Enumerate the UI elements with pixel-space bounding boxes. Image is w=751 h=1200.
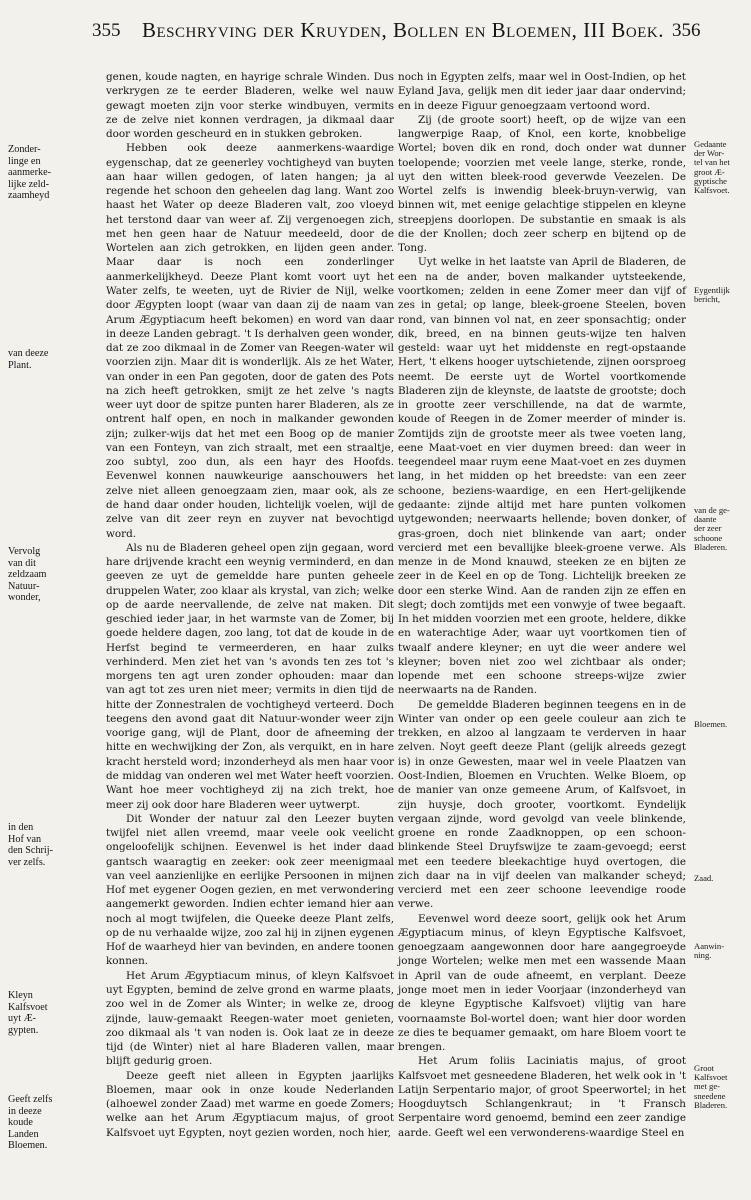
left-text-column xyxy=(106,70,394,1140)
paragraph: noch in Egypten zelfs, maar wel in Oost-Indien, op het Eyland Java, gelijk men dit ieder jaar daar ondervind; en in deeze Figuur genoegzaam vertoond word. xyxy=(398,71,686,112)
margin-note: Zaad. xyxy=(694,873,714,883)
paragraph: Als nu de Bladeren geheel open zijn gegaan, word hare drijvende kracht een weynig verminderd, en dan geeven ze uyt de gemeldde hare punten geheele druppelen Water, zoo klaar als krystal, van zich; welke op de aarde neervallende, de zelve nat maken. Dit geschied ieder jaar, in het warmste van de Zomer, bij goede heldere dagen, zoo lang, tot dat de koude in de Herfst begind te vermeerderen, en haar zulks verhinderd. Men ziet het van 's avonds ten zes tot 's morgens ten agt uren zonder ophouden: maar dan van agt tot zes uren niet meer; vermits in dien tijd de hitte der Zonnestralen de vochtigheyd verteerd. Doch teegens den avond gaat dit Natuur-wonder weer zijn voorige gang, wijl de Plant, door de afneeming der hitte en wechwijking der Zon, als verquikt, en in hare kracht hersteld word; inzonderheyd als men haar voor de middag van onderen wel met Water heeft voorzien. Want hoe meer vochtigheyd zij na zich trekt, hoe meer zij ook door hare Bladeren weer uytwerpt. xyxy=(106,541,394,811)
right-text-column xyxy=(398,70,686,1140)
paragraph: Uyt welke in het laatste van April de Bladeren, de een na de ander, boven malkander uytsteekende, voortkomen; zelden in eene Zomer meer dan vijf of zes in getal; op lange, bleek-groene Steelen, boven rond, van binnen vol nat, en zeer sponsachtig; onder dik, breed, en na binnen geuts-wijze ten halven gesteld: waar uyt het middenste en regt-opstaande Hert, 't elkens hooger uytschietende, zijnen oorsproeg neemt. De eerste uyt de Wortel voortkomende Bladeren zijn de kleynste, de laatste de grootste; doch in grootte zeer verschillende, na dat de warmte, koude of Reegen in de Zomer meerder of minder is. Zomtijds zijn de grootste meer als twee voeten lang, eene Maat-voet en vier duymen breed: dan weer in teegendeel maar ruym eene Maat-voet en zes duymen lang, in het midden op het breedste: van een zeer schoone, beziens-waardige, en een Hert-gelijkende gedaante: zijnde altijd met hare punten volkomen uytgewonden; neerwaarts hellende; boven donker, of gras-groen, doch niet blinkende van aart; onder vercierd met een bevallijke bleek-groene verwe. Als menze in de Mond knauwd, steeken ze en bijten ze zeer in de Keel en op de Tong. Lichtelijk breeken ze door een sterke Wind. Aan de randen zijn ze effen en slegt; doch zomtijds met een vonwyje of twee begaaft. In het midden voorzien met een groote, heldere, dikke en waterachtige Ader, waar uyt voortkomen tien of twaalf andere kleyner; en uyt die weer andere wel kleyner; boven niet zoo wel zichtbaar als onder; lopende met een schoone streeps-wijze zwier neerwaarts na de Randen. xyxy=(398,256,686,697)
margin-note: Gedaante der Wor- tel van het groot Æ- gyptische Kalfsvoet. xyxy=(694,139,730,196)
page-number-left: 355 xyxy=(92,20,121,41)
margin-note: Zonder- linge en aanmerke- lijke zeld- zaamheyd xyxy=(8,144,51,202)
page-header xyxy=(0,10,751,54)
margin-note: van deeze Plant. xyxy=(8,348,49,371)
paragraph: Het Arum foliis Laciniatis majus, of groot Kalfsvoet met gesneedene Bladeren, het welk ook in 't Latijn Serpentario major, of groot Speerwortel; in het Hoogduytsch Schlangenkraut; in 't Fransch Serpentaire word genoemd, bemind een zeer zandige aarde. Geeft wel een verwonderens-waardige Steel en xyxy=(398,1055,686,1139)
paragraph: Het Arum Ægyptiacum minus, of kleyn Kalfsvoet uyt Egypten, bemind de zelve grond en warme plaats, zoo wel in de Zomer als Winter; in welke ze, droog zijnde, lauw-gemaakt Reegen-water moet genieten, zoo dikmaal als 't van noden is. Ook laat ze in deeze tijd (de Winter) niet al hare Bladeren vallen, maar blijft gedurig groen. xyxy=(106,969,394,1068)
paragraph: Hebben ook deeze aanmerkens-waardige eygenschap, dat ze geenerley vochtigheyd van buyten aan haar willen gedogen, of laten hangen; ja al regende het schoon den geheelen dag lang. Want zoo haast het Water op deeze Bladeren valt, zoo vloeyd het terstond daar van weer af. Zij vergenoegen zich, met hen geen haar de Natuur meedeeld, door de Wortelen aan zich getrokken, en lijden geen ander. Maar daar is noch een zonderlinger aanmerkelijkheyd. Deeze Plant komt voort uyt het Water zelfs, te weeten, uyt de Rivier de Nijl, welke door Ægypten loopt (waar van daan zij de naam van Arum Ægyptiacum heeft bekomen) en word van daar in deeze Landen gebragt. 't Is derhalven geen wonder, dat ze zoo dikmaal in de Zomer van Reegen-water wil voorzien zijn. Maar dit is wonderlijk. Als ze het Water, van onder in een Pan gegoten, door de gaten des Pots na zich heeft getrokken, smijt ze het zelve 's nagts weer uyt door de spitze punten harer Bladeren, als ze ontrent half open, en noch in malkander gewonden zijn; zulker-wijs dat het met een Boog op de manier van een Fonteyn, van zich straalt, met een straaltje, zoo subtyl, zoo dun, als een hayr des Hoofds. Eevenwel konnen nauwkeurige aanschouwers het zelve niet alleen genoegzaam zien, maar ook, als ze de hand daar onder houden, lichtelijk voelen, wijl de zelve van dit zeer reyn en zuyver nat bevochtigd word. xyxy=(106,142,394,540)
paragraph: Dit Wonder der natuur zal den Leezer buyten twijfel niet allen vreemd, maar veele ook veelicht ongeloofelijk schijnen. Eevenwel is het inder daad gantsch waaragtig en zeeker: ook zeer meenigmaal van veel aanzienlijke en eerlijke Persoonen in mijnen Hof met eygener Oogen gezien, en met verwondering aangemerkt geworden. Indien echter iemand hier aan noch al mogt twijfelen, die Queeke deeze Plant zelfs, op de nu verhaalde wijze, zoo zal hij in zijnen eygenen Hof de waarheyd hier van bevinden, en andere toonen konnen. xyxy=(106,812,394,968)
margin-note: Eygentlijk bericht, xyxy=(694,285,730,305)
paragraph: Zij (de groote soort) heeft, op de wijze van een langwerpige Raap, of Knol, een korte, knobbelige Wortel; boven dik en rond, doch onder wat dunner toelopende; voorzien met veele lange, sterke, ronde, uyt den witten bleek-rood geverwde Veezelen. De Wortel zelfs is inwendig bleek-bruyn-verwig, van binnen wit, met eenige gelachtige stippelen en kleyne streepjens doorlopen. De substantie en smaak is als die der Knollen; doch zeer scherp en bijtend op de Tong. xyxy=(398,113,686,255)
paragraph: Eevenwel word deeze soort, gelijk ook het Arum Ægyptiacum minus, of kleyn Egyptische Kalfsvoet, genoegzaam aangewonnen door hare aangegroeyde jonge Wortelen; welke men met een wassende Maan in April van de oude afneemt, en verplant. Deeze jonge moet men in ieder Voorjaar (inzonderheyd van de kleyne Egyptische Kalfsvoet) vlijtig van hare voornaamste Bol-wortel doen; want hier door worden ze dies te bequamer gemaakt, om hare Bloem voort te brengen. xyxy=(398,912,686,1054)
running-title: Beschryving der Kruyden, Bollen en Bloemen, III Boek. xyxy=(142,18,664,42)
margin-note: in den Hof van den Schrij- ver zelfs. xyxy=(8,822,53,868)
paragraph: Deeze geeft niet alleen in Egypten jaarlijks Bloemen, maar ook in onze koude Nederlanden (alhoewel zonder Zaad) met warme en goede Zomers; welke aan het Arum Ægyptiacum majus, of groot Kalfsvoet uyt Egypten, noyt gezien worden, noch hier, xyxy=(106,1069,394,1139)
margin-note: van de ge- daante der zeer schoone Bladeren. xyxy=(694,505,730,552)
paragraph: De gemeldde Bladeren beginnen teegens en in de Winter van onder op een geele couleur aan zich te trekken, en alzoo al langzaam te verderven in haar zelven. Noyt geeft deeze Plant (gelijk alreeds gezegt is) in onze Gewesten, maar wel in veele Plaatzen van Oost-Indien, Bloemen en Vruchten. Welke Bloem, op de manier van onze gemeene Arum, of Kalfsvoet, in zijn huysje, doch grooter, voortkomt. Eyndelijk vergaan zijnde, word gevolgd van veele blinkende, groene en ronde Zaadknoppen, op een schoon-blinkende Steel Druyfswijze te zaam-gevoegd; eerst met een teedere bleekachtige huyd overtogen, die zich daar na in vijf deelen van malkander scheyd; vercierd met een zeer schoone leevendige roode verwe. xyxy=(398,698,686,911)
margin-note: Aanwin- ning. xyxy=(694,941,725,961)
paragraph: genen, koude nagten, en hayrige schrale Winden. Dus verkrygen ze te eerder Bladeren, welke wel nauw gewagt moeten zijn voor sterke windbuyen, vermits ze de zelve niet konnen verdragen, ja dikmaal daar door worden gescheurd en in stukken gebroken. xyxy=(106,71,394,141)
margin-note: Groot Kalfsvoet met ge- sneedene Bladeren. xyxy=(694,1063,728,1110)
margin-note: Geeft zelfs in deeze koude Landen Bloemen. xyxy=(8,1094,53,1152)
margin-note: Bloemen. xyxy=(694,719,728,729)
margin-note: Kleyn Kalfsvoet uyt Æ- gypten. xyxy=(8,990,48,1036)
margin-note: Vervolg van dit zeldzaam Natuur- wonder, xyxy=(8,546,47,604)
page-number-right: 356 xyxy=(672,20,701,41)
